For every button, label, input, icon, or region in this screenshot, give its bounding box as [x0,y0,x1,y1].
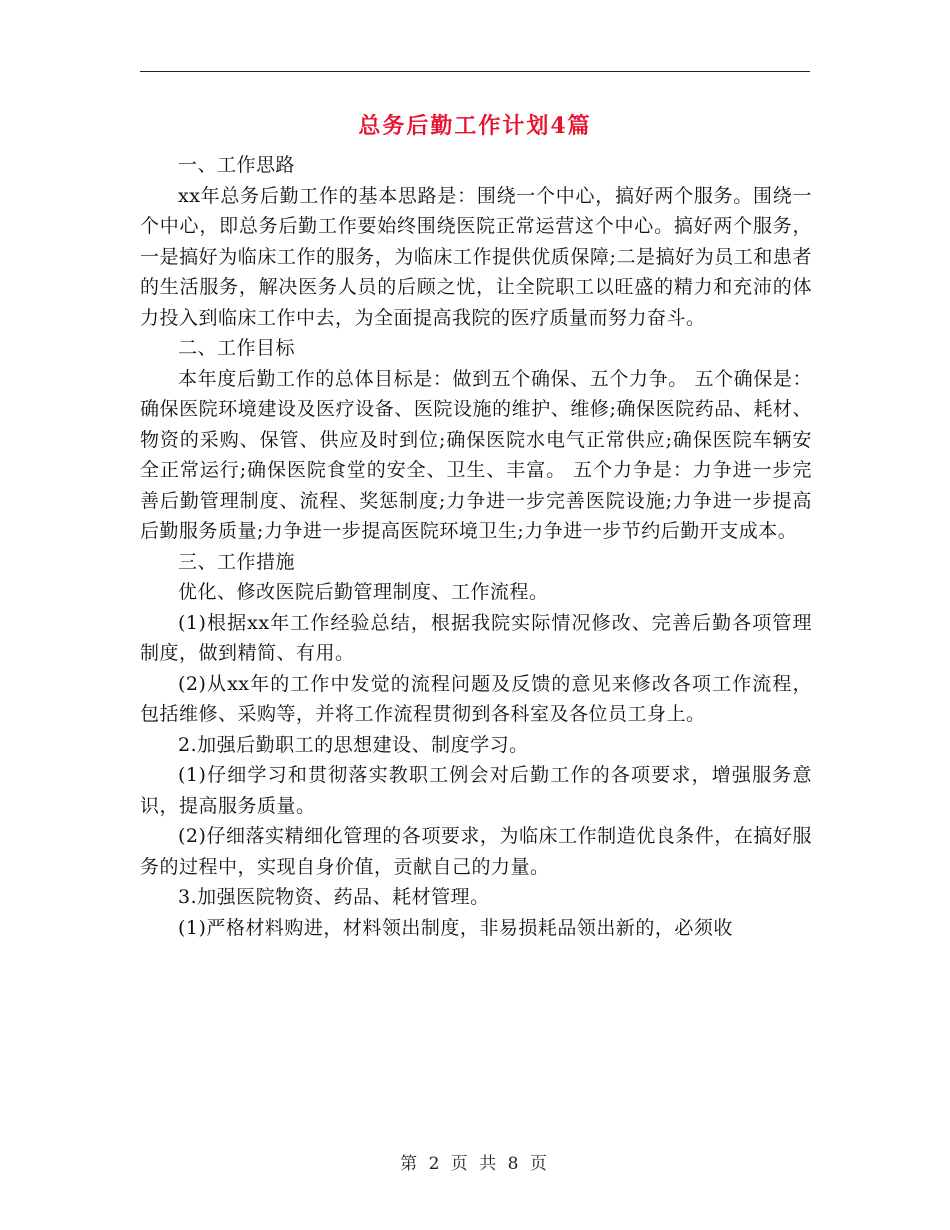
document-title: 总务后勤工作计划4篇 [358,113,592,139]
body-paragraph: (1)根据xx年工作经验总结，根据我院实际情况修改、完善后勤各项管理制度，做到精简、有用。 [140,611,812,664]
section-heading-2: 二、工作目标 [178,337,296,359]
body-paragraph: 本年度后勤工作的总体目标是：做到五个确保、五个力争。 五个确保是：确保医院环境建设及医疗设备、医院设施的维护、维修;确保医院药品、耗材、物资的采购、保管、供应及时到位;确保医院水电气正常供应;确保医院车辆安全正常运行;确保医院食堂的安全、卫生、丰富。 五个力争是：力争进一步完善后勤管理制度、流程、奖惩制度;力争进一步完善医院设施;力争进一步提高后勤服务质量;力争进一步提高医院环境卫生;力争进一步节约后勤开支成本。 [140,367,812,542]
body-paragraph: 3.加强医院物资、药品、耗材管理。 [178,886,490,908]
body-paragraph: (1)严格材料购进，材料领出制度，非易损耗品领出新的，必须收 [178,916,733,939]
header-rule [140,71,810,72]
body-paragraph: (2)从xx年的工作中发觉的流程问题及反馈的意见来修改各项工作流程，包括维修、采购等，并将工作流程贯彻到各科室及各位员工身上。 [140,672,812,725]
body-paragraph: 优化、修改医院后勤管理制度、工作流程。 [178,581,549,603]
section-heading-1: 一、工作思路 [178,154,296,176]
body-paragraph: (2)仔细落实精细化管理的各项要求，为临床工作制造优良条件，在搞好服务的过程中，实现自身价值，贡献自己的力量。 [140,825,812,878]
body-paragraph: 2.加强后勤职工的思想建设、制度学习。 [178,733,529,756]
body-paragraph: xx年总务后勤工作的基本思路是：围绕一个中心，搞好两个服务。围绕一个中心，即总务后勤工作要始终围绕医院正常运营这个中心。搞好两个服务，一是搞好为临床工作的服务，为临床工作提供优质保障;二是搞好为员工和患者的生活服务，解决医务人员的后顾之忧，让全院职工以旺盛的精力和充沛的体力投入到临床工作中去，为全面提高我院的医疗质量而努力奋斗。 [140,184,812,329]
section-heading-3: 三、工作措施 [178,550,296,573]
body-paragraph: (1)仔细学习和贯彻落实教职工例会对后勤工作的各项要求，增强服务意识，提高服务质量。 [140,764,812,817]
page-number-footer: 第 2 页 共 8 页 [400,1154,550,1174]
document-body [140,150,812,943]
